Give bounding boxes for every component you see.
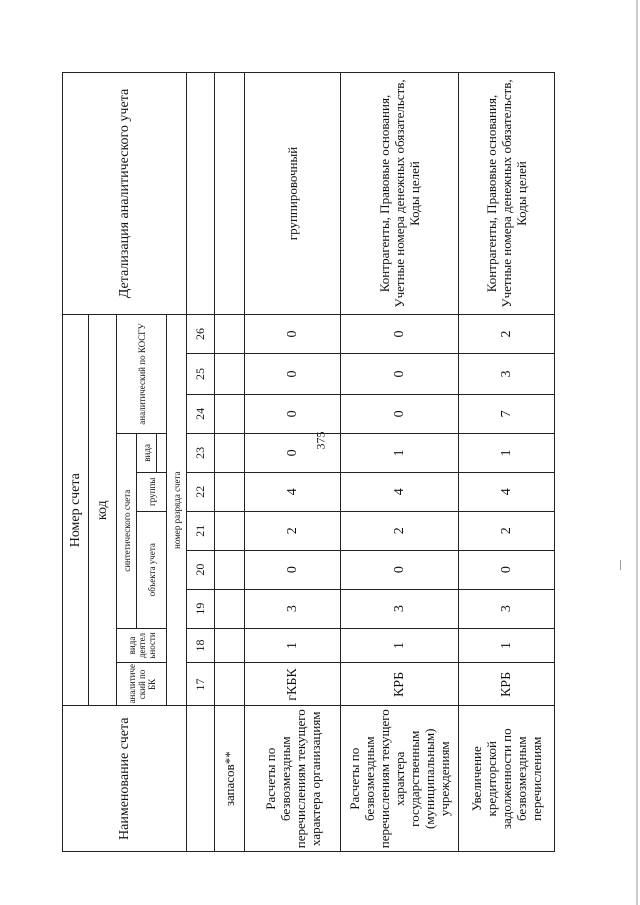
table-cell: 4	[459, 472, 555, 511]
table-row-detail: Контрагенты, Правовые основания, Учетные номера денежных обязательств, Коды целей	[459, 73, 555, 315]
table-cell: 1	[459, 628, 555, 663]
digit-number-cell: 26	[187, 314, 215, 353]
table-row-name: Расчеты по безвозмездным перечислениям текущего характера организациям	[245, 706, 341, 852]
table-cell	[215, 628, 245, 663]
digit-number-cell: 21	[187, 511, 215, 550]
table-cell: 1	[341, 628, 459, 663]
table-cell	[215, 663, 245, 706]
table-row-detail	[215, 73, 245, 315]
header-account-number: Номер счета	[63, 314, 89, 705]
digit-number-cell: 19	[187, 589, 215, 628]
table-cell: 3	[245, 589, 341, 628]
digit-number-cell: 22	[187, 472, 215, 511]
table-cell: 0	[341, 394, 459, 433]
rotated-table-wrapper	[62, 72, 554, 852]
table-cell: 7	[459, 394, 555, 433]
table-cell: КРБ	[459, 663, 555, 706]
table-cell: 0	[341, 550, 459, 589]
accounts-table	[62, 72, 555, 852]
table-cell	[215, 433, 245, 472]
header-object: объекта учета	[137, 511, 167, 628]
digit-number-cell: 20	[187, 550, 215, 589]
digit-number-cell: 25	[187, 353, 215, 394]
header-synthetic: синтетического счета	[117, 433, 137, 628]
header-detail: Детализация аналитического учета	[63, 73, 187, 315]
table-cell: 0	[245, 550, 341, 589]
digit-number-cell: 23	[187, 433, 215, 472]
table-cell: 1	[245, 628, 341, 663]
table-cell: 0	[341, 314, 459, 353]
digit-number-cell: 17	[187, 663, 215, 706]
table-cell: 1	[459, 433, 555, 472]
table-cell: 1	[341, 433, 459, 472]
table-cell	[215, 472, 245, 511]
table-cell: 3	[341, 589, 459, 628]
page-number: 375	[313, 431, 328, 450]
table-cell	[215, 511, 245, 550]
table-cell	[215, 550, 245, 589]
header-account-name: Наименование счета	[63, 706, 187, 852]
digit-number-detail-cell	[187, 73, 215, 315]
header-kind: вида	[137, 433, 157, 472]
header-kosgu: аналитический по КОСГУ	[117, 314, 167, 433]
table-cell	[215, 394, 245, 433]
header-analytic-bk: аналитиче ский по БК	[117, 663, 167, 706]
table-cell: 2	[245, 511, 341, 550]
table-cell: 0	[245, 433, 341, 472]
table-cell: 0	[341, 353, 459, 394]
table-cell	[215, 353, 245, 394]
table-cell: 0	[245, 353, 341, 394]
table-cell	[215, 314, 245, 353]
header-activity-type: вида деятел ьности	[117, 628, 167, 663]
table-cell: КРБ	[341, 663, 459, 706]
table-cell: 0	[245, 394, 341, 433]
digit-number-name-cell	[187, 706, 215, 852]
table-cell: гКБК	[245, 663, 341, 706]
table-cell	[215, 589, 245, 628]
table-cell: 4	[245, 472, 341, 511]
table-cell: 2	[341, 511, 459, 550]
table-cell: 2	[459, 314, 555, 353]
header-digit-number: номер разряда счета	[167, 314, 187, 705]
table-cell: 0	[459, 550, 555, 589]
digit-number-cell: 18	[187, 628, 215, 663]
table-cell: 3	[459, 589, 555, 628]
table-row-detail: группировочный	[245, 73, 341, 315]
table-row-name: запасов**	[215, 706, 245, 852]
table-cell: 2	[459, 511, 555, 550]
table-cell: 0	[245, 314, 341, 353]
header-group: группы	[137, 472, 167, 511]
header-code: код	[89, 314, 117, 705]
digit-number-cell: 24	[187, 394, 215, 433]
table-cell: 3	[459, 353, 555, 394]
page-edge	[636, 0, 638, 905]
table-cell: 4	[341, 472, 459, 511]
scan-mark	[620, 560, 621, 570]
header-kind-spacer	[157, 433, 167, 472]
table-row-name: Расчеты по безвозмездным перечислениям текущего характера государственным (муниципальным) учреждениям	[341, 706, 459, 852]
table-row-name: Увеличение кредиторской задолженности по безвозмездным перечислениям	[459, 706, 555, 852]
table-row-detail: Контрагенты, Правовые основания, Учетные номера денежных обязательств, Коды целей	[341, 73, 459, 315]
